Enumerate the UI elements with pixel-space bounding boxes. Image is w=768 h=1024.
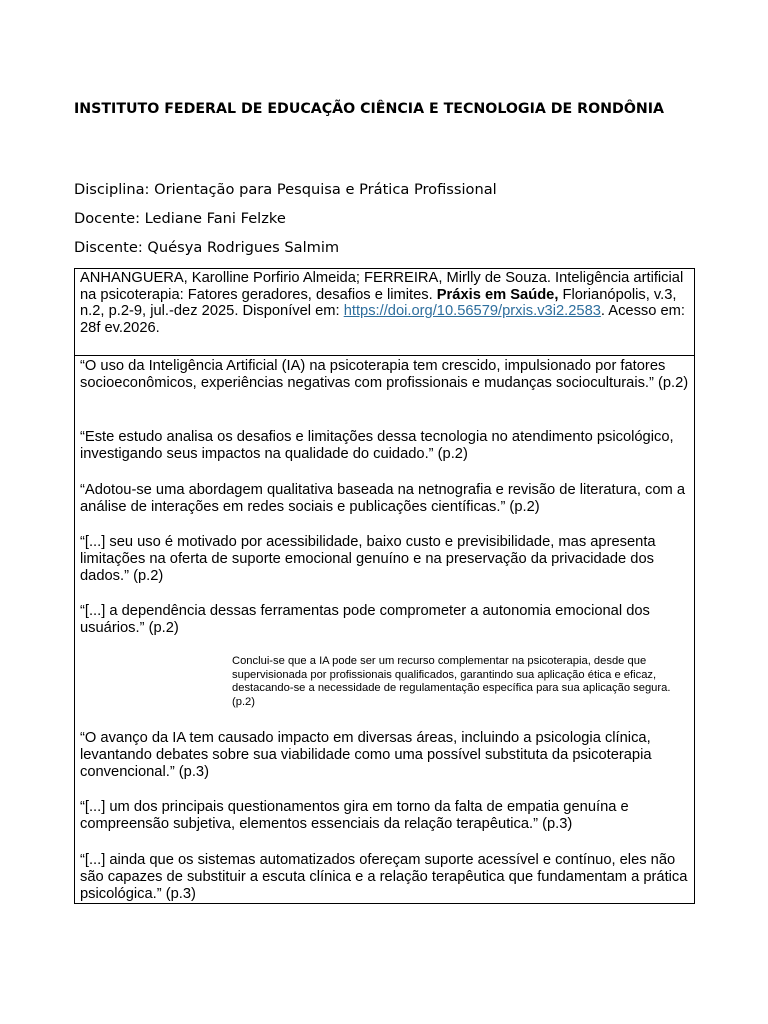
quote-7: “[...] um dos principais questionamentos gira em torno da falta de empatia genuína e compreensão subjetiva, elementos essenciais da relação terapêutica.” (p.3) — [80, 799, 629, 833]
quote-5: “[...] a dependência dessas ferramentas pode comprometer a autonomia emocional dos usuários.” (p.2) — [80, 603, 650, 637]
conclusion-block-quote: Conclui-se que a IA pode ser um recurso complementar na psicoterapia, desde que supervisionada por profissionais qualificados, garantindo sua aplicação ética e eficaz, destacando-se a necessidade de regulamentação específica para sua aplicação segura. (p.2) — [232, 655, 671, 708]
journal-name: Práxis em Saúde, — [436, 286, 559, 303]
discipline-line: Disciplina: Orientação para Pesquisa e Prática Profissional — [74, 181, 497, 198]
citation-details: Florianópolis, v.3, n.2, p.2-9, jul.-dez 2025. Disponível em: — [80, 286, 677, 320]
quote-4: “[...] seu uso é motivado por acessibilidade, baixo custo e previsibilidade, mas apresenta limitações na oferta de suporte emocional genuíno e na preservação da privacidade dos dados.” (p.2) — [80, 534, 656, 585]
quote-6: “O avanço da IA tem causado impacto em diversas áreas, incluindo a psicologia clínica, levantando debates sobre sua viabilidade como uma possível substituta da psicoterapia convencional.” (p.3) — [80, 730, 652, 781]
teacher-line: Docente: Lediane Fani Felzke — [74, 210, 286, 227]
citation-authors-title: ANHANGUERA, Karolline Porfirio Almeida; FERREIRA, Mirlly de Souza. Inteligência artificial na psicoterapia: Fatores geradores, desafios e limites. — [80, 270, 684, 303]
doi-link[interactable]: https://doi.org/10.56579/prxis.v3i2.2583 — [343, 303, 601, 320]
citation-access: . Acesso em: 28f ev.2026. — [80, 303, 686, 336]
reference-table — [74, 268, 695, 904]
institution-title: INSTITUTO FEDERAL DE EDUCAÇÃO CIÊNCIA E TECNOLOGIA DE RONDÔNIA — [74, 101, 665, 117]
quote-2: “Este estudo analisa os desafios e limitações dessa tecnologia no atendimento psicológico, investigando seus impactos na qualidade do cuidado.” (p.2) — [80, 429, 674, 463]
student-line: Discente: Quésya Rodrigues Salmim — [74, 239, 340, 256]
quote-1: “O uso da Inteligência Artificial (IA) na psicoterapia tem crescido, impulsionado por fatores socioeconômicos, experiências negativas com profissionais e mudanças socioculturais.” (p.2) — [80, 358, 689, 392]
document-header — [74, 99, 674, 256]
reference-citation — [75, 269, 694, 356]
quote-3: “Adotou-se uma abordagem qualitativa baseada na netnografia e revisão de literatura, com a análise de interações em redes sociais e publicações científicas.” (p.2) — [80, 482, 686, 516]
quote-8: “[...] ainda que os sistemas automatizados ofereçam suporte acessível e contínuo, eles não são capazes de substituir a escuta clínica e a relação terapêutica que fundamentam a prática psicológica.” (p.3) — [80, 852, 688, 903]
